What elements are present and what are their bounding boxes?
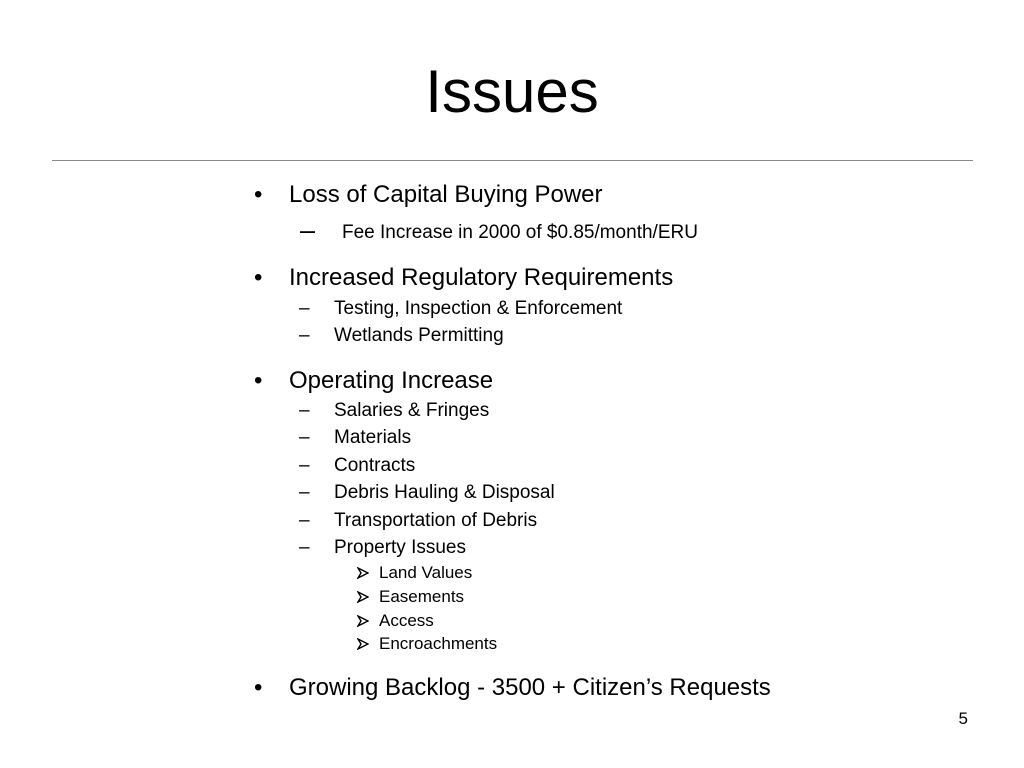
sub-list-item-text: Debris Hauling & Disposal <box>334 482 555 503</box>
dash-marker: – <box>299 298 310 319</box>
page-number: 5 <box>958 709 968 728</box>
sub-list-item-text: Property Issues <box>334 537 466 558</box>
sub-sub-list-item-text: Encroachments <box>379 634 498 653</box>
bullet-marker: • <box>254 367 263 394</box>
sub-sub-list-item-text: Access <box>379 611 434 630</box>
dash-marker: – <box>300 215 316 245</box>
title-divider <box>52 160 973 161</box>
slide-title: Issues <box>425 58 599 125</box>
arrow-bullet-icon <box>357 591 369 603</box>
bullet-marker: • <box>254 674 263 701</box>
dash-marker: – <box>299 510 310 531</box>
sub-list-item-text: Wetlands Permitting <box>334 325 504 346</box>
dash-marker: – <box>299 455 310 476</box>
dash-marker: – <box>299 325 310 346</box>
dash-marker: – <box>299 427 310 448</box>
sub-sub-list-item-text: Land Values <box>379 563 473 582</box>
dash-marker: – <box>299 482 310 503</box>
list-item-text: Loss of Capital Buying Power <box>289 181 603 208</box>
list-item-text: Increased Regulatory Requirements <box>289 264 674 291</box>
arrow-bullet-icon <box>357 615 369 627</box>
sub-list-item-text: Contracts <box>334 455 416 476</box>
arrow-bullet-icon <box>357 638 369 650</box>
bullet-marker: • <box>254 181 263 208</box>
sub-list-item-text: Salaries & Fringes <box>334 400 490 421</box>
list-item-text: Growing Backlog - 3500 + Citizen’s Requests <box>289 674 771 701</box>
dash-marker: – <box>299 537 310 558</box>
sub-list-item-text: Materials <box>334 427 412 448</box>
sub-list-item-text: Testing, Inspection & Enforcement <box>334 298 623 319</box>
sub-list-item-text: Transportation of Debris <box>334 510 538 531</box>
arrow-bullet-icon <box>357 567 369 579</box>
sub-list-item-text: Fee Increase in 2000 of $0.85/month/ERU <box>342 222 698 243</box>
bullet-marker: • <box>254 264 263 291</box>
dash-marker: – <box>299 400 310 421</box>
list-item-text: Operating Increase <box>289 367 494 394</box>
sub-sub-list-item-text: Easements <box>379 587 465 606</box>
